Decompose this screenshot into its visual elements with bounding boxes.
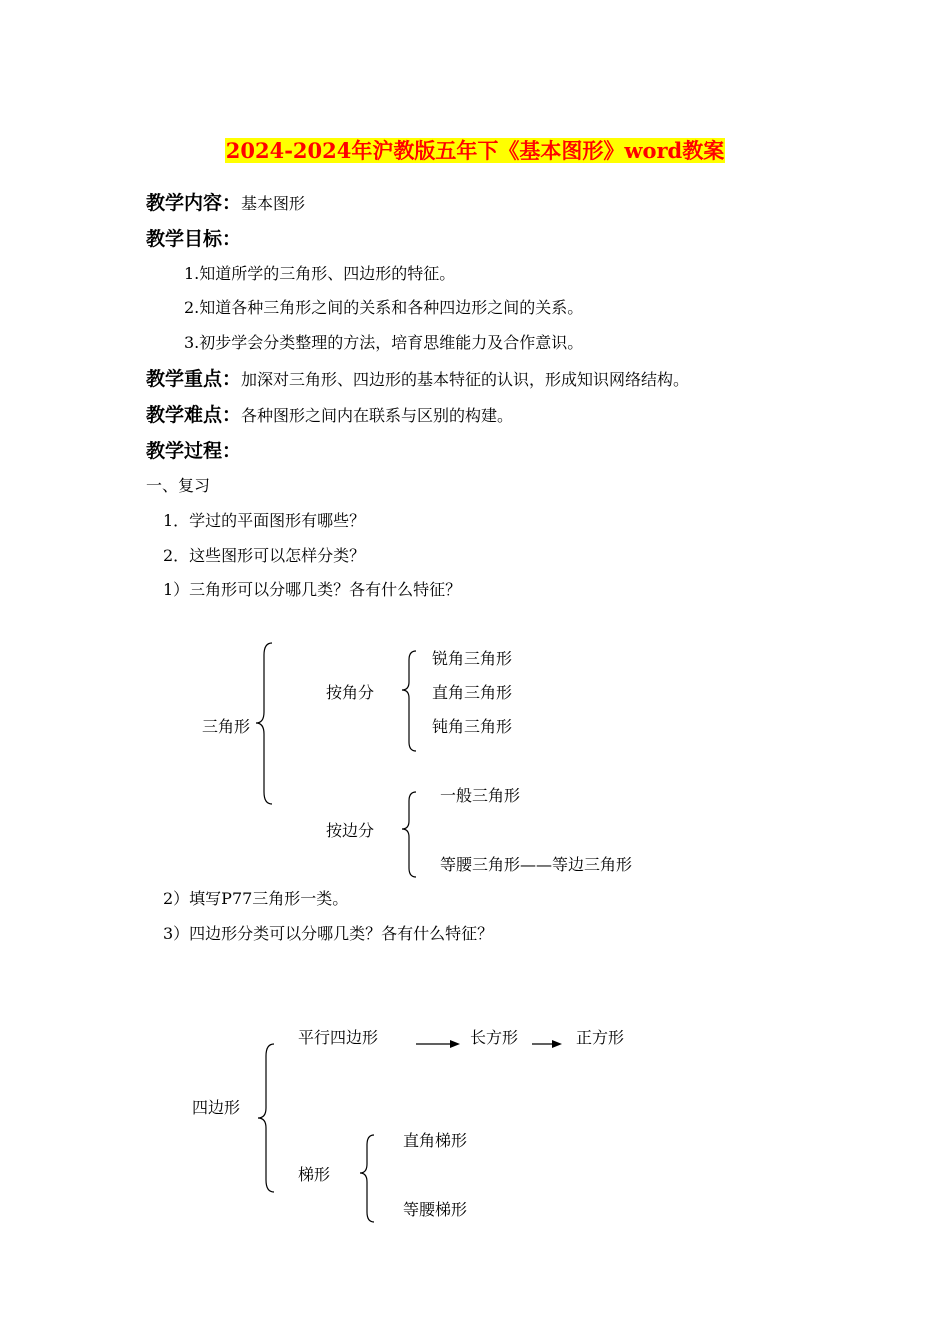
- quad-parallelogram: 平行四边形: [298, 1028, 379, 1047]
- trapezoid-brace: [360, 1135, 374, 1222]
- triangle-angle-item: 钝角三角形: [432, 717, 513, 736]
- goal-item: 3.初步学会分类整理的方法，培育思维能力及合作意识。: [184, 333, 584, 352]
- goal-item: 2.知道各种三角形之间的关系和各种四边形之间的关系。: [184, 298, 584, 317]
- content-line: 教学内容：基本图形: [146, 192, 306, 214]
- quad-rectangle: 长方形: [470, 1028, 519, 1047]
- review-subquestion: 1）三角形可以分哪几类？各有什么特征？: [163, 580, 462, 599]
- goals-heading: 教学目标：: [146, 228, 242, 250]
- page-title: 2024-2024年沪教版五年下《基本图形》word教案: [225, 138, 725, 163]
- keypoint-line: 教学重点：加深对三角形、四边形的基本特征的认识，形成知识网络结构。: [146, 368, 690, 390]
- review-question: 2．这些图形可以怎样分类？: [163, 546, 366, 565]
- goal-item: 1.知道所学的三角形、四边形的特征。: [184, 264, 456, 283]
- triangle-by-side: 按边分: [326, 821, 375, 840]
- review-heading: 一、复习: [146, 476, 211, 495]
- quad-trapezoid-item: 直角梯形: [403, 1131, 468, 1150]
- triangle-by-angle: 按角分: [326, 683, 375, 702]
- angle-brace: [402, 651, 416, 751]
- quad-square: 正方形: [576, 1028, 625, 1047]
- difficulty-line: 教学难点：各种图形之间内在联系与区别的构建。: [146, 404, 514, 426]
- quad-root: 四边形: [192, 1098, 241, 1117]
- quad-trapezoid-item: 等腰梯形: [403, 1200, 468, 1219]
- triangle-angle-item: 锐角三角形: [432, 649, 513, 668]
- triangle-side-item: 等腰三角形——等边三角形: [440, 855, 633, 874]
- review-subquestion: 2）填写P77三角形一类。: [163, 889, 349, 908]
- triangle-angle-item: 直角三角形: [432, 683, 513, 702]
- quad-trapezoid: 梯形: [298, 1165, 331, 1184]
- arrow-head: [552, 1040, 562, 1048]
- triangle-side-item: 一般三角形: [440, 786, 521, 805]
- process-heading: 教学过程：: [146, 440, 242, 462]
- side-brace: [402, 792, 416, 877]
- review-subquestion: 3）四边形分类可以分哪几类？各有什么特征？: [163, 924, 494, 943]
- triangle-root: 三角形: [202, 717, 251, 736]
- triangle-root-brace: [256, 643, 272, 804]
- quad-root-brace: [258, 1044, 274, 1192]
- arrow-head: [450, 1040, 460, 1048]
- review-question: 1．学过的平面图形有哪些？: [163, 511, 366, 530]
